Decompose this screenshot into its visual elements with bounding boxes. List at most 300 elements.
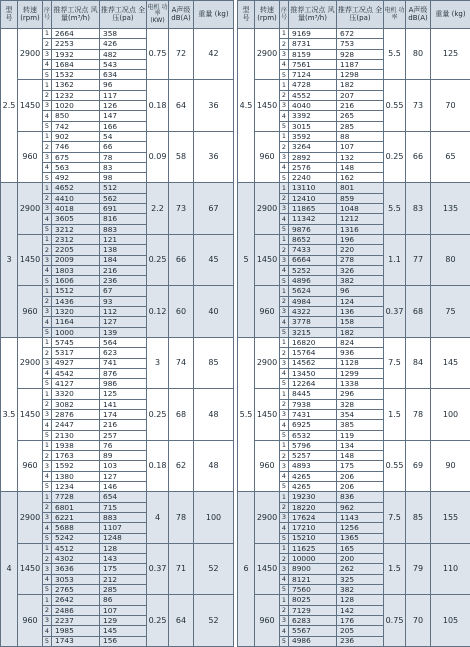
header-pressure: 推荐工况点 全压(pa) bbox=[337, 1, 384, 29]
pressure-cell: 1256 bbox=[337, 523, 384, 533]
pressure-cell: 67 bbox=[100, 286, 147, 296]
table-row bbox=[1, 286, 234, 296]
noise-cell: 72 bbox=[169, 29, 194, 80]
seq-cell: 3 bbox=[280, 49, 289, 59]
flow-cell: 4542 bbox=[52, 368, 100, 378]
pressure-cell: 382 bbox=[337, 585, 384, 595]
seq-cell: 5 bbox=[43, 70, 52, 80]
seq-cell: 4 bbox=[280, 420, 289, 430]
header-row bbox=[238, 1, 470, 29]
seq-cell: 1 bbox=[280, 440, 289, 450]
model-cell: 2.5 bbox=[1, 29, 18, 183]
table-row bbox=[1, 543, 234, 553]
seq-cell: 3 bbox=[280, 564, 289, 574]
pressure-cell: 98 bbox=[100, 173, 147, 183]
seq-cell: 5 bbox=[43, 121, 52, 131]
pressure-cell: 262 bbox=[337, 564, 384, 574]
flow-cell: 5688 bbox=[52, 523, 100, 533]
weight-cell: 65 bbox=[431, 131, 470, 182]
noise-cell: 64 bbox=[169, 595, 194, 646]
pressure-cell: 382 bbox=[337, 276, 384, 286]
weight-cell: 100 bbox=[194, 492, 234, 543]
seq-cell: 4 bbox=[43, 265, 52, 275]
model-cell: 4 bbox=[1, 492, 18, 646]
table-row bbox=[238, 286, 470, 296]
flow-cell: 18220 bbox=[289, 502, 337, 512]
weight-cell: 155 bbox=[431, 492, 470, 543]
flow-cell: 6532 bbox=[289, 430, 337, 440]
seq-cell: 5 bbox=[280, 533, 289, 543]
pressure-cell: 236 bbox=[337, 636, 384, 646]
seq-cell: 4 bbox=[280, 214, 289, 224]
pressure-cell: 216 bbox=[100, 265, 147, 275]
pressure-cell: 543 bbox=[100, 59, 147, 69]
flow-cell: 1232 bbox=[52, 90, 100, 100]
pressure-cell: 78 bbox=[100, 152, 147, 162]
pressure-cell: 623 bbox=[100, 348, 147, 358]
power-cell: 1.5 bbox=[384, 389, 406, 440]
table-row bbox=[1, 389, 234, 399]
table-row bbox=[1, 234, 234, 244]
pressure-cell: 816 bbox=[100, 214, 147, 224]
power-cell: 0.25 bbox=[147, 389, 169, 440]
table-row bbox=[1, 595, 234, 605]
pressure-cell: 200 bbox=[337, 554, 384, 564]
flow-cell: 1234 bbox=[52, 482, 100, 492]
flow-cell: 8731 bbox=[289, 39, 337, 49]
pressure-cell: 220 bbox=[337, 245, 384, 255]
seq-cell: 2 bbox=[280, 348, 289, 358]
seq-cell: 1 bbox=[43, 595, 52, 605]
noise-cell: 58 bbox=[169, 131, 194, 182]
speed-cell: 1450 bbox=[18, 543, 43, 594]
weight-cell: 100 bbox=[431, 389, 470, 440]
pressure-cell: 128 bbox=[337, 595, 384, 605]
header-model: 型 号 bbox=[238, 1, 255, 29]
pressure-cell: 121 bbox=[100, 234, 147, 244]
noise-cell: 83 bbox=[406, 183, 431, 234]
seq-cell: 4 bbox=[43, 574, 52, 584]
weight-cell: 36 bbox=[194, 131, 234, 182]
pressure-cell: 145 bbox=[100, 626, 147, 636]
seq-cell: 4 bbox=[43, 317, 52, 327]
flow-cell: 1000 bbox=[52, 327, 100, 337]
flow-cell: 1932 bbox=[52, 49, 100, 59]
speed-cell: 2900 bbox=[255, 29, 280, 80]
seq-cell: 2 bbox=[43, 348, 52, 358]
noise-cell: 78 bbox=[406, 389, 431, 440]
flow-cell: 3320 bbox=[52, 389, 100, 399]
pressure-cell: 184 bbox=[100, 255, 147, 265]
seq-cell: 5 bbox=[280, 121, 289, 131]
speed-cell: 2900 bbox=[255, 337, 280, 388]
flow-cell: 5242 bbox=[52, 533, 100, 543]
flow-cell: 2765 bbox=[52, 585, 100, 595]
seq-cell: 2 bbox=[43, 605, 52, 615]
seq-cell: 4 bbox=[280, 162, 289, 172]
pressure-cell: 147 bbox=[100, 111, 147, 121]
seq-cell: 5 bbox=[43, 224, 52, 234]
pressure-cell: 1212 bbox=[337, 214, 384, 224]
pressure-cell: 265 bbox=[337, 111, 384, 121]
pressure-cell: 156 bbox=[100, 636, 147, 646]
seq-cell: 5 bbox=[280, 173, 289, 183]
pressure-cell: 426 bbox=[100, 39, 147, 49]
weight-cell: 48 bbox=[194, 440, 234, 491]
flow-cell: 4265 bbox=[289, 482, 337, 492]
seq-cell: 1 bbox=[43, 492, 52, 502]
flow-cell: 1743 bbox=[52, 636, 100, 646]
speed-cell: 2900 bbox=[255, 183, 280, 234]
flow-cell: 5567 bbox=[289, 626, 337, 636]
weight-cell: 125 bbox=[431, 29, 470, 80]
pressure-cell: 1187 bbox=[337, 59, 384, 69]
pressure-cell: 107 bbox=[100, 605, 147, 615]
flow-cell: 7129 bbox=[289, 605, 337, 615]
noise-cell: 69 bbox=[406, 440, 431, 491]
flow-cell: 8652 bbox=[289, 234, 337, 244]
flow-cell: 3392 bbox=[289, 111, 337, 121]
pressure-cell: 54 bbox=[100, 131, 147, 141]
seq-cell: 2 bbox=[280, 296, 289, 306]
pressure-cell: 1128 bbox=[337, 358, 384, 368]
seq-cell: 3 bbox=[280, 512, 289, 522]
table-row bbox=[238, 183, 470, 193]
pressure-cell: 753 bbox=[337, 39, 384, 49]
flow-cell: 1763 bbox=[52, 451, 100, 461]
flow-cell: 3215 bbox=[289, 327, 337, 337]
flow-cell: 16820 bbox=[289, 337, 337, 347]
pressure-cell: 127 bbox=[100, 317, 147, 327]
power-cell: 0.37 bbox=[384, 286, 406, 337]
seq-cell: 3 bbox=[43, 615, 52, 625]
flow-cell: 4986 bbox=[289, 636, 337, 646]
flow-cell: 2253 bbox=[52, 39, 100, 49]
noise-cell: 71 bbox=[169, 543, 194, 594]
power-cell: 5.5 bbox=[384, 29, 406, 80]
seq-cell: 4 bbox=[280, 59, 289, 69]
pressure-cell: 928 bbox=[337, 49, 384, 59]
pressure-cell: 158 bbox=[337, 317, 384, 327]
noise-cell: 73 bbox=[169, 183, 194, 234]
flow-cell: 4893 bbox=[289, 461, 337, 471]
pressure-cell: 182 bbox=[337, 327, 384, 337]
seq-cell: 5 bbox=[43, 430, 52, 440]
flow-cell: 3592 bbox=[289, 131, 337, 141]
pressure-cell: 741 bbox=[100, 358, 147, 368]
speed-cell: 960 bbox=[18, 286, 43, 337]
power-cell: 0.18 bbox=[147, 80, 169, 131]
pressure-cell: 143 bbox=[100, 554, 147, 564]
pressure-cell: 876 bbox=[100, 368, 147, 378]
weight-cell: 48 bbox=[194, 389, 234, 440]
fan-spec-table-right bbox=[237, 0, 470, 647]
power-cell: 0.55 bbox=[384, 440, 406, 491]
seq-cell: 2 bbox=[280, 90, 289, 100]
flow-cell: 1938 bbox=[52, 440, 100, 450]
table-row bbox=[238, 543, 470, 553]
table-row bbox=[1, 80, 234, 90]
table-row bbox=[1, 440, 234, 450]
pressure-cell: 691 bbox=[100, 204, 147, 214]
speed-cell: 960 bbox=[18, 440, 43, 491]
flow-cell: 675 bbox=[52, 152, 100, 162]
flow-cell: 2240 bbox=[289, 173, 337, 183]
power-cell: 0.18 bbox=[147, 440, 169, 491]
flow-cell: 4302 bbox=[52, 554, 100, 564]
flow-cell: 5624 bbox=[289, 286, 337, 296]
pressure-cell: 138 bbox=[100, 245, 147, 255]
pressure-cell: 83 bbox=[100, 162, 147, 172]
seq-cell: 3 bbox=[43, 255, 52, 265]
header-seq: 序 号 bbox=[43, 1, 52, 29]
pressure-cell: 176 bbox=[337, 615, 384, 625]
seq-cell: 1 bbox=[43, 440, 52, 450]
table-row bbox=[238, 337, 470, 347]
power-cell: 1.1 bbox=[384, 234, 406, 285]
weight-cell: 80 bbox=[431, 234, 470, 285]
speed-cell: 960 bbox=[255, 440, 280, 491]
pressure-cell: 962 bbox=[337, 502, 384, 512]
seq-cell: 4 bbox=[280, 368, 289, 378]
pressure-cell: 1107 bbox=[100, 523, 147, 533]
pressure-cell: 206 bbox=[337, 471, 384, 481]
flow-cell: 9876 bbox=[289, 224, 337, 234]
pressure-cell: 206 bbox=[337, 482, 384, 492]
flow-cell: 8159 bbox=[289, 49, 337, 59]
pressure-cell: 127 bbox=[100, 471, 147, 481]
pressure-cell: 139 bbox=[100, 327, 147, 337]
flow-cell: 11342 bbox=[289, 214, 337, 224]
seq-cell: 3 bbox=[280, 255, 289, 265]
pressure-cell: 112 bbox=[100, 307, 147, 317]
pressure-cell: 285 bbox=[337, 121, 384, 131]
pressure-cell: 216 bbox=[337, 101, 384, 111]
seq-cell: 1 bbox=[43, 234, 52, 244]
noise-cell: 66 bbox=[169, 234, 194, 285]
pressure-cell: 125 bbox=[100, 389, 147, 399]
pressure-cell: 883 bbox=[100, 224, 147, 234]
flow-cell: 6221 bbox=[52, 512, 100, 522]
flow-cell: 2664 bbox=[52, 29, 100, 39]
pressure-cell: 672 bbox=[337, 29, 384, 39]
speed-cell: 960 bbox=[255, 595, 280, 646]
noise-cell: 85 bbox=[406, 492, 431, 543]
header-flow: 推荐工况点 风量(m³/h) bbox=[52, 1, 100, 29]
flow-cell: 1512 bbox=[52, 286, 100, 296]
pressure-cell: 148 bbox=[337, 451, 384, 461]
flow-cell: 11625 bbox=[289, 543, 337, 553]
speed-cell: 2900 bbox=[18, 337, 43, 388]
seq-cell: 3 bbox=[43, 564, 52, 574]
flow-cell: 2312 bbox=[52, 234, 100, 244]
speed-cell: 2900 bbox=[18, 492, 43, 543]
speed-cell: 1450 bbox=[255, 234, 280, 285]
weight-cell: 52 bbox=[194, 543, 234, 594]
noise-cell: 77 bbox=[406, 234, 431, 285]
flow-cell: 1164 bbox=[52, 317, 100, 327]
flow-cell: 1020 bbox=[52, 101, 100, 111]
pressure-cell: 385 bbox=[337, 420, 384, 430]
model-cell: 3 bbox=[1, 183, 18, 337]
seq-cell: 1 bbox=[280, 29, 289, 39]
flow-cell: 7561 bbox=[289, 59, 337, 69]
speed-cell: 960 bbox=[18, 131, 43, 182]
seq-cell: 3 bbox=[280, 152, 289, 162]
pressure-cell: 562 bbox=[100, 193, 147, 203]
flow-cell: 6664 bbox=[289, 255, 337, 265]
seq-cell: 4 bbox=[280, 317, 289, 327]
seq-cell: 1 bbox=[43, 337, 52, 347]
header-model: 型 号 bbox=[1, 1, 18, 29]
seq-cell: 1 bbox=[280, 80, 289, 90]
pressure-cell: 859 bbox=[337, 193, 384, 203]
noise-cell: 78 bbox=[169, 492, 194, 543]
speed-cell: 960 bbox=[255, 286, 280, 337]
pressure-cell: 216 bbox=[100, 420, 147, 430]
seq-cell: 1 bbox=[280, 183, 289, 193]
pressure-cell: 76 bbox=[100, 440, 147, 450]
pressure-cell: 146 bbox=[100, 482, 147, 492]
flow-cell: 10000 bbox=[289, 554, 337, 564]
seq-cell: 2 bbox=[280, 554, 289, 564]
seq-cell: 3 bbox=[43, 307, 52, 317]
seq-cell: 5 bbox=[43, 636, 52, 646]
flow-cell: 1592 bbox=[52, 461, 100, 471]
pressure-cell: 986 bbox=[100, 379, 147, 389]
flow-cell: 4410 bbox=[52, 193, 100, 203]
pressure-cell: 207 bbox=[337, 90, 384, 100]
pressure-cell: 124 bbox=[337, 296, 384, 306]
speed-cell: 1450 bbox=[255, 543, 280, 594]
header-speed: 转速 (rpm) bbox=[18, 1, 43, 29]
power-cell: 0.75 bbox=[147, 29, 169, 80]
flow-cell: 15210 bbox=[289, 533, 337, 543]
flow-cell: 3264 bbox=[289, 142, 337, 152]
flow-cell: 4265 bbox=[289, 471, 337, 481]
seq-cell: 5 bbox=[280, 276, 289, 286]
power-cell: 0.09 bbox=[147, 131, 169, 182]
pressure-cell: 801 bbox=[337, 183, 384, 193]
pressure-cell: 236 bbox=[100, 276, 147, 286]
pressure-cell: 88 bbox=[337, 131, 384, 141]
flow-cell: 5257 bbox=[289, 451, 337, 461]
noise-cell: 70 bbox=[406, 595, 431, 646]
pressure-cell: 257 bbox=[100, 430, 147, 440]
flow-cell: 7728 bbox=[52, 492, 100, 502]
seq-cell: 2 bbox=[280, 451, 289, 461]
power-cell: 1.5 bbox=[384, 543, 406, 594]
seq-cell: 5 bbox=[43, 482, 52, 492]
pressure-cell: 107 bbox=[337, 142, 384, 152]
seq-cell: 2 bbox=[43, 193, 52, 203]
pressure-cell: 564 bbox=[100, 337, 147, 347]
seq-cell: 1 bbox=[280, 337, 289, 347]
pressure-cell: 205 bbox=[337, 626, 384, 636]
speed-cell: 1450 bbox=[18, 389, 43, 440]
power-cell: 3 bbox=[147, 337, 169, 388]
flow-cell: 1436 bbox=[52, 296, 100, 306]
pressure-cell: 89 bbox=[100, 451, 147, 461]
seq-cell: 1 bbox=[43, 183, 52, 193]
pressure-cell: 96 bbox=[337, 286, 384, 296]
flow-cell: 563 bbox=[52, 162, 100, 172]
pressure-cell: 883 bbox=[100, 512, 147, 522]
seq-cell: 3 bbox=[280, 409, 289, 419]
seq-cell: 4 bbox=[280, 265, 289, 275]
noise-cell: 79 bbox=[406, 543, 431, 594]
seq-cell: 3 bbox=[43, 512, 52, 522]
flow-cell: 7433 bbox=[289, 245, 337, 255]
flow-cell: 4896 bbox=[289, 276, 337, 286]
power-cell: 0.37 bbox=[147, 543, 169, 594]
power-cell: 0.25 bbox=[384, 131, 406, 182]
pressure-cell: 1143 bbox=[337, 512, 384, 522]
flow-cell: 2205 bbox=[52, 245, 100, 255]
flow-cell: 3778 bbox=[289, 317, 337, 327]
pressure-cell: 1298 bbox=[337, 70, 384, 80]
seq-cell: 4 bbox=[43, 162, 52, 172]
pressure-cell: 1048 bbox=[337, 204, 384, 214]
header-flow: 推荐工况点 风量(m³/h) bbox=[289, 1, 337, 29]
power-cell: 7.5 bbox=[384, 492, 406, 543]
seq-cell: 2 bbox=[43, 399, 52, 409]
flow-cell: 746 bbox=[52, 142, 100, 152]
flow-cell: 8900 bbox=[289, 564, 337, 574]
pressure-cell: 141 bbox=[100, 399, 147, 409]
seq-cell: 1 bbox=[280, 595, 289, 605]
seq-cell: 1 bbox=[43, 286, 52, 296]
pressure-cell: 142 bbox=[337, 605, 384, 615]
table-row bbox=[238, 80, 470, 90]
flow-cell: 1803 bbox=[52, 265, 100, 275]
model-cell: 5 bbox=[238, 183, 255, 337]
pressure-cell: 325 bbox=[337, 574, 384, 584]
seq-cell: 3 bbox=[280, 358, 289, 368]
flow-cell: 1532 bbox=[52, 70, 100, 80]
header-weight: 重量 (kg) bbox=[194, 1, 234, 29]
seq-cell: 1 bbox=[43, 131, 52, 141]
flow-cell: 17210 bbox=[289, 523, 337, 533]
seq-cell: 3 bbox=[280, 307, 289, 317]
pressure-cell: 482 bbox=[100, 49, 147, 59]
seq-cell: 2 bbox=[43, 245, 52, 255]
weight-cell: 45 bbox=[194, 234, 234, 285]
pressure-cell: 1365 bbox=[337, 533, 384, 543]
pressure-cell: 326 bbox=[337, 265, 384, 275]
flow-cell: 4552 bbox=[289, 90, 337, 100]
power-cell: 4 bbox=[147, 492, 169, 543]
seq-cell: 3 bbox=[43, 409, 52, 419]
flow-cell: 4984 bbox=[289, 296, 337, 306]
pressure-cell: 134 bbox=[337, 440, 384, 450]
seq-cell: 2 bbox=[280, 605, 289, 615]
speed-cell: 1450 bbox=[18, 234, 43, 285]
weight-cell: 85 bbox=[194, 337, 234, 388]
pressure-cell: 175 bbox=[337, 461, 384, 471]
flow-cell: 3082 bbox=[52, 399, 100, 409]
seq-cell: 1 bbox=[43, 389, 52, 399]
seq-cell: 2 bbox=[43, 451, 52, 461]
speed-cell: 1450 bbox=[255, 80, 280, 131]
seq-cell: 5 bbox=[280, 430, 289, 440]
model-cell: 6 bbox=[238, 492, 255, 646]
pressure-cell: 174 bbox=[100, 409, 147, 419]
seq-cell: 5 bbox=[280, 70, 289, 80]
flow-cell: 13450 bbox=[289, 368, 337, 378]
flow-cell: 742 bbox=[52, 121, 100, 131]
flow-cell: 8121 bbox=[289, 574, 337, 584]
